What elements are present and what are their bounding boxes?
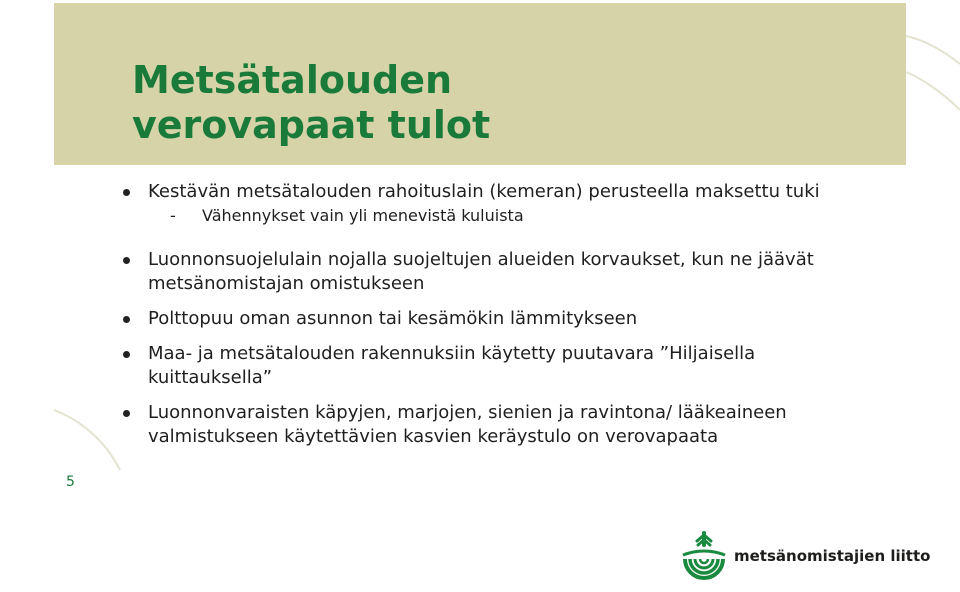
- slide-title: [132, 58, 490, 148]
- page-number: 5: [66, 474, 75, 490]
- bullet-item-luonnonsuojelu: [120, 248, 840, 296]
- slide-title-line-2: verovapaat tulot: [132, 103, 491, 147]
- bullet-text: Luonnonsuojelulain nojalla suojeltujen alueiden korvaukset, kun ne jäävät metsänomistajan omistukseen: [148, 249, 814, 294]
- dash-marker: -: [170, 206, 176, 225]
- bullet-item-polttopuu: [120, 307, 840, 331]
- sub-item-text: Vähennykset vain yli menevistä kuluista: [202, 206, 524, 225]
- bullet-item-luonnonvaraiset: [120, 401, 840, 449]
- bullet-item-puutavara: [120, 342, 840, 390]
- sub-item-vahennykset: [120, 204, 840, 228]
- slide-title-line-1: Metsätalouden: [132, 58, 453, 102]
- bullet-text: Kestävän metsätalouden rahoituslain (kemeran) perusteella maksettu tuki: [148, 181, 820, 202]
- bullet-item-kemera: [120, 180, 840, 204]
- bullet-list: [120, 180, 840, 449]
- bullet-text: Maa- ja metsätalouden rakennuksiin käytetty puutavara ”Hiljaisella kuittauksella”: [148, 343, 756, 388]
- tree-rings-logo-icon: [680, 529, 728, 583]
- logo-text: metsänomistajien liitto: [734, 547, 931, 565]
- bullet-text: Luonnonvaraisten käpyjen, marjojen, sienien ja ravintona/ lääkeaineen valmistukseen käytettävien kasvien keräystulo on verovapaata: [148, 402, 787, 447]
- bullet-text: Polttopuu oman asunnon tai kesämökin lämmitykseen: [148, 308, 638, 329]
